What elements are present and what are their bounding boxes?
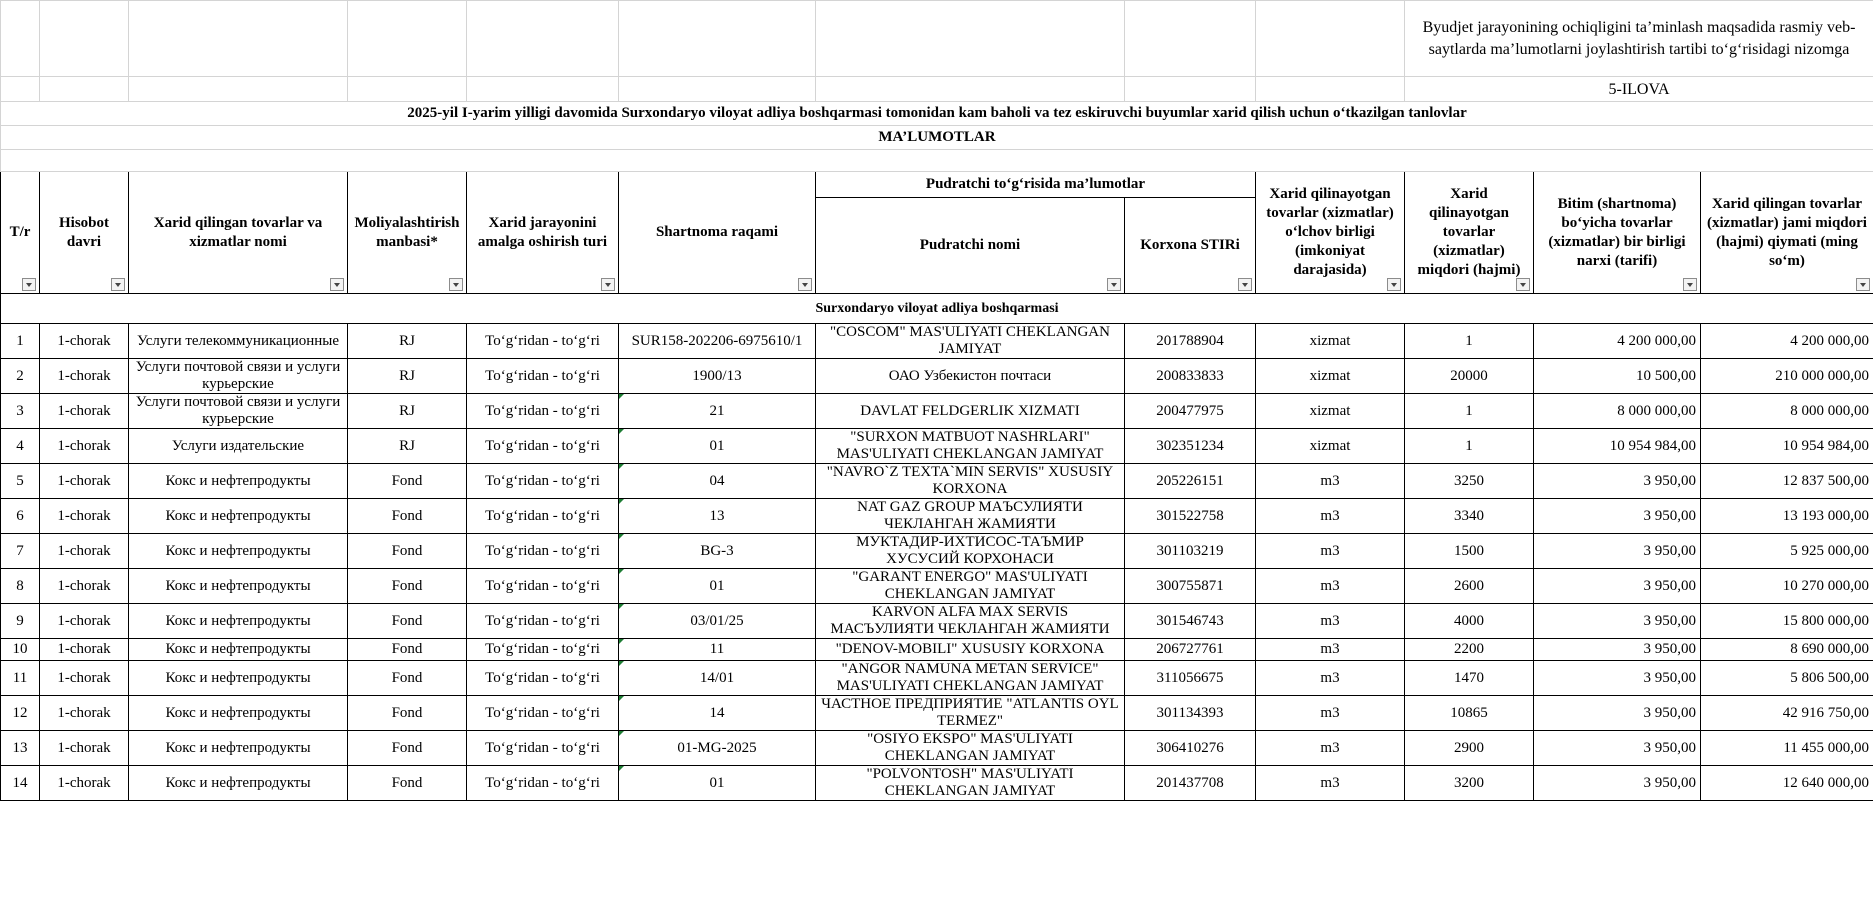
cell-unit[interactable]: m3	[1256, 639, 1405, 661]
cell-qty[interactable]: 1	[1405, 394, 1534, 429]
cell-goods[interactable]: Услуги почтовой связи и услуги курьерские	[129, 394, 348, 429]
header-num[interactable]: T/r	[1, 172, 40, 294]
cell-unit[interactable]: m3	[1256, 604, 1405, 639]
filter-dropdown-icon[interactable]	[601, 278, 615, 291]
cell-funding[interactable]: RJ	[348, 359, 467, 394]
cell-total[interactable]: 13 193 000,00	[1701, 499, 1873, 534]
cell-contractor-name[interactable]: NAT GAZ GROUP МАЪСУЛИЯТИ ЧЕКЛАНГАН ЖАМИЯТИ	[816, 499, 1125, 534]
cell-num[interactable]: 12	[1, 696, 40, 731]
cell-period[interactable]: 1-chorak	[40, 324, 129, 359]
cell-qty[interactable]: 2900	[1405, 731, 1534, 766]
cell-num[interactable]: 3	[1, 394, 40, 429]
table-row	[1, 604, 1873, 639]
table-row	[1, 499, 1873, 534]
cell-procurement[interactable]: To‘g‘ridan - to‘g‘ri	[467, 429, 619, 464]
cell-contract[interactable]: 14	[619, 696, 816, 731]
cell-qty[interactable]: 1500	[1405, 534, 1534, 569]
header-funding[interactable]: Moliyalashtirish manbasi*	[348, 172, 467, 294]
cell-procurement[interactable]: To‘g‘ridan - to‘g‘ri	[467, 661, 619, 696]
cell-procurement[interactable]: To‘g‘ridan - to‘g‘ri	[467, 639, 619, 661]
table-row	[1, 696, 1873, 731]
cell-contractor-name[interactable]: "SURXON MATBUOT NASHRLARI" MAS'ULIYATI CHEKLANGAN JAMIYAT	[816, 429, 1125, 464]
cell-funding[interactable]: RJ	[348, 324, 467, 359]
cell-period[interactable]: 1-chorak	[40, 696, 129, 731]
cell-qty[interactable]: 1470	[1405, 661, 1534, 696]
table-row	[1, 766, 1873, 801]
error-indicator-icon	[619, 639, 624, 644]
header-total[interactable]: Xarid qilingan tovarlar (xizmatlar) jami miqdori (hajmi) qiymati (ming so‘m)	[1701, 172, 1873, 294]
cell-num[interactable]: 6	[1, 499, 40, 534]
cell-procurement[interactable]: To‘g‘ridan - to‘g‘ri	[467, 534, 619, 569]
error-indicator-icon	[619, 429, 624, 434]
cell-goods[interactable]: Кокс и нефтепродукты	[129, 569, 348, 604]
cell-period[interactable]: 1-chorak	[40, 534, 129, 569]
cell-unit[interactable]: m3	[1256, 499, 1405, 534]
cell-goods[interactable]: Кокс и нефтепродукты	[129, 639, 348, 661]
cell-total[interactable]: 5 806 500,00	[1701, 661, 1873, 696]
cell-period[interactable]: 1-chorak	[40, 569, 129, 604]
cell-period[interactable]: 1-chorak	[40, 661, 129, 696]
cell-goods[interactable]: Кокс и нефтепродукты	[129, 661, 348, 696]
cell-num[interactable]: 7	[1, 534, 40, 569]
cell-unit[interactable]: m3	[1256, 731, 1405, 766]
cell-num[interactable]: 14	[1, 766, 40, 801]
cell-num[interactable]: 2	[1, 359, 40, 394]
cell-price[interactable]: 3 950,00	[1534, 766, 1701, 801]
cell-total[interactable]: 210 000 000,00	[1701, 359, 1873, 394]
cell-total[interactable]: 8 690 000,00	[1701, 639, 1873, 661]
cell-price[interactable]: 3 950,00	[1534, 534, 1701, 569]
table-row	[1, 464, 1873, 499]
cell-price[interactable]: 10 954 984,00	[1534, 429, 1701, 464]
cell-contract[interactable]: 04	[619, 464, 816, 499]
header-tin[interactable]: Korxona STIRi	[1125, 198, 1256, 294]
cell-funding[interactable]: Fond	[348, 766, 467, 801]
header-unit[interactable]: Xarid qilinayotgan tovarlar (xizmatlar) o‘lchov birligi (imkoniyat darajasida)	[1256, 172, 1405, 294]
table-row	[1, 359, 1873, 394]
cell-contractor-name[interactable]: "GARANT ENERGO" MAS'ULIYATI CHEKLANGAN JAMIYAT	[816, 569, 1125, 604]
cell-contractor-name[interactable]: "POLVONTOSH" MAS'ULIYATI CHEKLANGAN JAMIYAT	[816, 766, 1125, 801]
filter-dropdown-icon[interactable]	[111, 278, 125, 291]
annex-note[interactable]: Byudjet jarayonining ochiqligini ta’minlash maqsadida rasmiy veb-saytlarda ma’lumotlarni joylashtirish tartibi to‘g‘risidagi nizomga	[1405, 1, 1873, 77]
error-indicator-icon	[619, 604, 624, 609]
cell-total[interactable]: 10 270 000,00	[1701, 569, 1873, 604]
cell-period[interactable]: 1-chorak	[40, 766, 129, 801]
cell-qty[interactable]: 1	[1405, 429, 1534, 464]
header-contractor-name[interactable]: Pudratchi nomi	[816, 198, 1125, 294]
cell-funding[interactable]: Fond	[348, 661, 467, 696]
cell-period[interactable]: 1-chorak	[40, 639, 129, 661]
cell-contract[interactable]: 11	[619, 639, 816, 661]
cell-contract[interactable]: 01	[619, 429, 816, 464]
error-indicator-icon	[619, 499, 624, 504]
cell-procurement[interactable]: To‘g‘ridan - to‘g‘ri	[467, 731, 619, 766]
cell-goods[interactable]: Кокс и нефтепродукты	[129, 731, 348, 766]
cell-total[interactable]: 11 455 000,00	[1701, 731, 1873, 766]
cell-goods[interactable]: Услуги издательские	[129, 429, 348, 464]
cell-total[interactable]: 5 925 000,00	[1701, 534, 1873, 569]
filter-dropdown-icon[interactable]	[1238, 278, 1252, 291]
error-indicator-icon	[619, 766, 624, 771]
cell-contract[interactable]: 01	[619, 569, 816, 604]
cell-funding[interactable]: Fond	[348, 639, 467, 661]
error-indicator-icon	[619, 696, 624, 701]
cell-contractor-name[interactable]: "ANGOR NAMUNA METAN SERVICE" MAS'ULIYATI CHEKLANGAN JAMIYAT	[816, 661, 1125, 696]
cell-total[interactable]: 10 954 984,00	[1701, 429, 1873, 464]
cell-period[interactable]: 1-chorak	[40, 359, 129, 394]
filter-dropdown-icon[interactable]	[330, 278, 344, 291]
cell-funding[interactable]: Fond	[348, 731, 467, 766]
cell-unit[interactable]: m3	[1256, 569, 1405, 604]
header-contractor-group[interactable]: Pudratchi to‘g‘risida ma’lumotlar	[816, 172, 1256, 198]
cell-contractor-name[interactable]: "OSIYO EKSPO" MAS'ULIYATI CHEKLANGAN JAMIYAT	[816, 731, 1125, 766]
cell-tin[interactable]: 306410276	[1125, 731, 1256, 766]
cell-num[interactable]: 8	[1, 569, 40, 604]
cell-funding[interactable]: RJ	[348, 394, 467, 429]
header-contract[interactable]: Shartnoma raqami	[619, 172, 816, 294]
filter-dropdown-icon[interactable]	[449, 278, 463, 291]
cell-num[interactable]: 5	[1, 464, 40, 499]
cell-qty[interactable]: 4000	[1405, 604, 1534, 639]
cell-unit[interactable]: xizmat	[1256, 394, 1405, 429]
cell-period[interactable]: 1-chorak	[40, 429, 129, 464]
header-price[interactable]: Bitim (shartnoma) bo‘yicha tovarlar (xizmatlar) bir birligi narxi (tarifi)	[1534, 172, 1701, 294]
cell-contractor-name[interactable]: ОАО Узбекистон почтаси	[816, 359, 1125, 394]
cell-funding[interactable]: Fond	[348, 534, 467, 569]
cell-goods[interactable]: Услуги почтовой связи и услуги курьерские	[129, 359, 348, 394]
cell-goods[interactable]: Услуги телекоммуникационные	[129, 324, 348, 359]
table-row	[1, 534, 1873, 569]
cell-price[interactable]: 10 500,00	[1534, 359, 1701, 394]
cell-contractor-name[interactable]: МУКТАДИР-ИХТИСОС-ТАЪМИР ХУСУСИЙ КОРХОНАСИ	[816, 534, 1125, 569]
cell-contractor-name[interactable]: ЧАСТНОЕ ПРЕДПРИЯТИЕ "ATLANTIS OYL TERMEZ"	[816, 696, 1125, 731]
filter-dropdown-icon[interactable]	[1387, 278, 1401, 291]
cell-procurement[interactable]: To‘g‘ridan - to‘g‘ri	[467, 696, 619, 731]
cell-tin[interactable]: 205226151	[1125, 464, 1256, 499]
cell-unit[interactable]: m3	[1256, 464, 1405, 499]
table-row	[1, 394, 1873, 429]
header-goods[interactable]: Xarid qilingan tovarlar va xizmatlar nomi	[129, 172, 348, 294]
cell-num[interactable]: 4	[1, 429, 40, 464]
title-row-1	[1, 102, 1873, 126]
cell-qty[interactable]: 1	[1405, 324, 1534, 359]
cell-total[interactable]: 15 800 000,00	[1701, 604, 1873, 639]
cell-qty[interactable]: 2200	[1405, 639, 1534, 661]
cell-period[interactable]: 1-chorak	[40, 394, 129, 429]
cell-procurement[interactable]: To‘g‘ridan - to‘g‘ri	[467, 324, 619, 359]
cell-price[interactable]: 3 950,00	[1534, 696, 1701, 731]
filter-dropdown-icon[interactable]	[1516, 278, 1530, 291]
error-indicator-icon	[619, 661, 624, 666]
cell-funding[interactable]: Fond	[348, 569, 467, 604]
cell-num[interactable]: 9	[1, 604, 40, 639]
report-title[interactable]: 2025-yil I-yarim yilligi davomida Surxondaryo viloyat adliya boshqarmasi tomonidan kam baholi va tez eskiruvchi buyumlar xarid qilish uchun o‘tkazilgan tanlovlar	[1, 102, 1873, 126]
table-row	[1, 731, 1873, 766]
cell-total[interactable]: 42 916 750,00	[1701, 696, 1873, 731]
cell-price[interactable]: 3 950,00	[1534, 604, 1701, 639]
cell-price[interactable]: 3 950,00	[1534, 499, 1701, 534]
cell-unit[interactable]: xizmat	[1256, 359, 1405, 394]
cell-price[interactable]: 4 200 000,00	[1534, 324, 1701, 359]
table-row	[1, 661, 1873, 696]
header-qty[interactable]: Xarid qilinayotgan tovarlar (xizmatlar) miqdori (hajmi)	[1405, 172, 1534, 294]
cell-contract[interactable]: 13	[619, 499, 816, 534]
cell-contract[interactable]: 01-MG-2025	[619, 731, 816, 766]
cell-tin[interactable]: 206727761	[1125, 639, 1256, 661]
cell-tin[interactable]: 301522758	[1125, 499, 1256, 534]
cell-contractor-name[interactable]: KARVON ALFA MAX SERVIS МАСЪУЛИЯТИ ЧЕКЛАНГАН ЖАМИЯТИ	[816, 604, 1125, 639]
cell-unit[interactable]: xizmat	[1256, 324, 1405, 359]
cell-goods[interactable]: Кокс и нефтепродукты	[129, 604, 348, 639]
table-body	[1, 324, 1873, 801]
cell-price[interactable]: 3 950,00	[1534, 464, 1701, 499]
cell-contractor-name[interactable]: "DENOV-MOBILI" XUSUSIY KORXONA	[816, 639, 1125, 661]
report-subtitle[interactable]: MA’LUMOTLAR	[1, 126, 1873, 150]
section-row	[1, 294, 1873, 324]
cell-qty[interactable]: 3340	[1405, 499, 1534, 534]
cell-tin[interactable]: 301134393	[1125, 696, 1256, 731]
cell-tin[interactable]: 302351234	[1125, 429, 1256, 464]
error-indicator-icon	[619, 534, 624, 539]
cell-tin[interactable]: 201437708	[1125, 766, 1256, 801]
cell-tin[interactable]: 311056675	[1125, 661, 1256, 696]
error-indicator-icon	[619, 569, 624, 574]
cell-procurement[interactable]: To‘g‘ridan - to‘g‘ri	[467, 499, 619, 534]
filter-dropdown-icon[interactable]	[22, 278, 36, 291]
annex-number[interactable]: 5-ILOVA	[1405, 77, 1873, 102]
cell-unit[interactable]: m3	[1256, 534, 1405, 569]
error-indicator-icon	[619, 731, 624, 736]
cell-contract[interactable]: BG-3	[619, 534, 816, 569]
header-procurement[interactable]: Xarid jarayonini amalga oshirish turi	[467, 172, 619, 294]
cell-price[interactable]: 3 950,00	[1534, 661, 1701, 696]
cell-price[interactable]: 3 950,00	[1534, 731, 1701, 766]
cell-period[interactable]: 1-chorak	[40, 499, 129, 534]
error-indicator-icon	[619, 464, 624, 469]
cell-contract[interactable]: 03/01/25	[619, 604, 816, 639]
cell-num[interactable]: 13	[1, 731, 40, 766]
cell-goods[interactable]: Кокс и нефтепродукты	[129, 766, 348, 801]
cell-total[interactable]: 4 200 000,00	[1701, 324, 1873, 359]
cell-num[interactable]: 1	[1, 324, 40, 359]
cell-contract[interactable]: 21	[619, 394, 816, 429]
cell-funding[interactable]: Fond	[348, 464, 467, 499]
cell-tin[interactable]: 201788904	[1125, 324, 1256, 359]
annex-number-row	[1, 77, 1873, 102]
cell-period[interactable]: 1-chorak	[40, 464, 129, 499]
header-row-1	[1, 172, 1873, 198]
cell-goods[interactable]: Кокс и нефтепродукты	[129, 534, 348, 569]
cell-contractor-name[interactable]: DAVLAT FELDGERLIK XIZMATI	[816, 394, 1125, 429]
filter-dropdown-icon[interactable]	[1683, 278, 1697, 291]
filter-dropdown-icon[interactable]	[1107, 278, 1121, 291]
error-indicator-icon	[619, 394, 624, 399]
table-row	[1, 324, 1873, 359]
cell-funding[interactable]: Fond	[348, 696, 467, 731]
spacer-row	[1, 150, 1873, 172]
cell-period[interactable]: 1-chorak	[40, 731, 129, 766]
cell-unit[interactable]: m3	[1256, 661, 1405, 696]
cell-contract[interactable]: 01	[619, 766, 816, 801]
cell-funding[interactable]: RJ	[348, 429, 467, 464]
cell-procurement[interactable]: To‘g‘ridan - to‘g‘ri	[467, 766, 619, 801]
cell-procurement[interactable]: To‘g‘ridan - to‘g‘ri	[467, 394, 619, 429]
cell-funding[interactable]: Fond	[348, 499, 467, 534]
cell-qty[interactable]: 10865	[1405, 696, 1534, 731]
cell-qty[interactable]: 20000	[1405, 359, 1534, 394]
title-row-2	[1, 126, 1873, 150]
table-row	[1, 639, 1873, 661]
filter-dropdown-icon[interactable]	[798, 278, 812, 291]
annex-row	[1, 1, 1873, 77]
cell-procurement[interactable]: To‘g‘ridan - to‘g‘ri	[467, 464, 619, 499]
cell-contractor-name[interactable]: "COSCOM" MAS'ULIYATI CHEKLANGAN JAMIYAT	[816, 324, 1125, 359]
cell-contract[interactable]: SUR158-202206-6975610/1	[619, 324, 816, 359]
cell-goods[interactable]: Кокс и нефтепродукты	[129, 499, 348, 534]
cell-contract[interactable]: 14/01	[619, 661, 816, 696]
cell-procurement[interactable]: To‘g‘ridan - to‘g‘ri	[467, 359, 619, 394]
cell-contract[interactable]: 1900/13	[619, 359, 816, 394]
cell-num[interactable]: 11	[1, 661, 40, 696]
table-row	[1, 569, 1873, 604]
cell-tin[interactable]: 301103219	[1125, 534, 1256, 569]
cell-goods[interactable]: Кокс и нефтепродукты	[129, 464, 348, 499]
cell-total[interactable]: 12 640 000,00	[1701, 766, 1873, 801]
cell-contractor-name[interactable]: "NAVRO`Z TEXTA`MIN SERVIS" XUSUSIY KORXONA	[816, 464, 1125, 499]
cell-total[interactable]: 8 000 000,00	[1701, 394, 1873, 429]
cell-tin[interactable]: 300755871	[1125, 569, 1256, 604]
cell-price[interactable]: 3 950,00	[1534, 569, 1701, 604]
cell-qty[interactable]: 3250	[1405, 464, 1534, 499]
cell-procurement[interactable]: To‘g‘ridan - to‘g‘ri	[467, 604, 619, 639]
filter-dropdown-icon[interactable]	[1856, 278, 1870, 291]
cell-period[interactable]: 1-chorak	[40, 604, 129, 639]
cell-funding[interactable]: Fond	[348, 604, 467, 639]
table-row	[1, 429, 1873, 464]
cell-unit[interactable]: xizmat	[1256, 429, 1405, 464]
cell-qty[interactable]: 3200	[1405, 766, 1534, 801]
cell-tin[interactable]: 301546743	[1125, 604, 1256, 639]
cell-goods[interactable]: Кокс и нефтепродукты	[129, 696, 348, 731]
cell-price[interactable]: 8 000 000,00	[1534, 394, 1701, 429]
cell-num[interactable]: 10	[1, 639, 40, 661]
cell-total[interactable]: 12 837 500,00	[1701, 464, 1873, 499]
cell-price[interactable]: 3 950,00	[1534, 639, 1701, 661]
cell-unit[interactable]: m3	[1256, 766, 1405, 801]
cell-unit[interactable]: m3	[1256, 696, 1405, 731]
header-period[interactable]: Hisobot davri	[40, 172, 129, 294]
cell-tin[interactable]: 200477975	[1125, 394, 1256, 429]
cell-qty[interactable]: 2600	[1405, 569, 1534, 604]
cell-procurement[interactable]: To‘g‘ridan - to‘g‘ri	[467, 569, 619, 604]
cell-tin[interactable]: 200833833	[1125, 359, 1256, 394]
section-label[interactable]: Surxondaryo viloyat adliya boshqarmasi	[1, 294, 1873, 324]
